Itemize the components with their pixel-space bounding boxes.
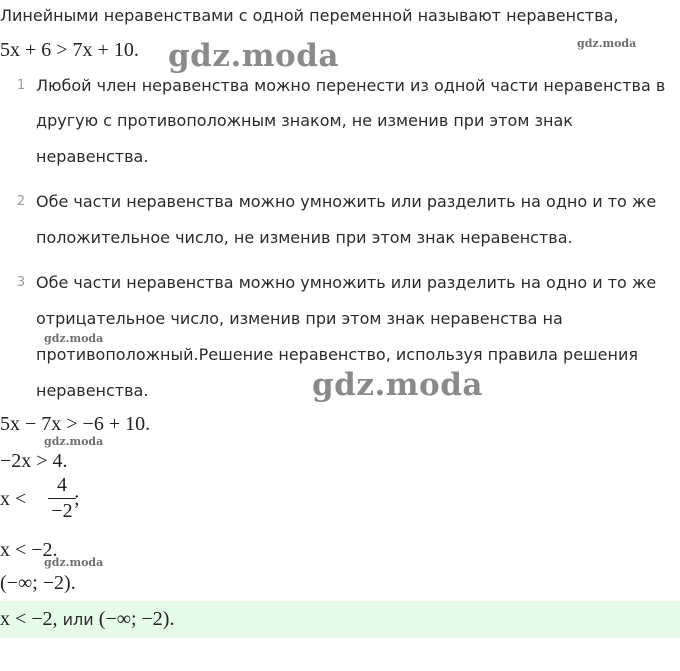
rule-line: Обе части неравенства можно умножить или разделить на одно и то же bbox=[36, 192, 657, 211]
rule-number: 1 bbox=[16, 78, 26, 93]
rule-line: Обе части неравенства можно умножить или разделить на одно и то же bbox=[36, 273, 657, 292]
answer-connector: или bbox=[57, 610, 99, 629]
answer-inequality: x < −2, bbox=[0, 608, 58, 630]
fraction-denominator: −2 bbox=[51, 500, 73, 522]
solution-step: −2x > 4. bbox=[0, 450, 68, 472]
rule-number: 2 bbox=[16, 194, 26, 209]
fraction bbox=[48, 474, 76, 524]
rule-line: положительное число, не изменив при этом знак неравенства. bbox=[36, 228, 573, 247]
fraction-numerator: 4 bbox=[57, 474, 67, 496]
solution-step-lhs: x < bbox=[0, 488, 27, 510]
rule-line: отрицательное число, изменив при этом знак неравенства на bbox=[36, 309, 563, 328]
fraction-bar bbox=[48, 498, 76, 499]
watermark-logo: gdz.moda bbox=[312, 367, 483, 403]
rule-line: неравенства. bbox=[36, 381, 149, 400]
rule-line: неравенства. bbox=[36, 147, 149, 166]
watermark-logo-small: gdz.moda bbox=[44, 556, 104, 569]
watermark-logo-small: gdz.moda bbox=[577, 37, 637, 50]
solution-step: x < −2. bbox=[0, 539, 58, 561]
answer-box bbox=[0, 601, 680, 638]
intro-text: Линейными неравенствами с одной переменной называют неравенства, bbox=[0, 6, 619, 25]
rule-number: 3 bbox=[16, 275, 26, 290]
rule-line: противоположный.Решение неравенство, используя правила решения bbox=[36, 345, 638, 364]
watermark-logo-small: gdz.moda bbox=[44, 332, 104, 345]
rule-line: другую с противоположным знаком, не изменив при этом знак bbox=[36, 111, 573, 130]
answer-interval: (−∞; −2). bbox=[98, 608, 175, 630]
watermark-logo: gdz.moda bbox=[168, 38, 339, 74]
rule-line: Любой член неравенства можно перенести из одной части неравенства в bbox=[36, 76, 666, 95]
watermark-logo-small: gdz.moda bbox=[44, 435, 104, 448]
solution-step-suffix: ; bbox=[74, 488, 80, 510]
answer-line bbox=[0, 607, 174, 631]
example-inequality: 5x + 6 > 7x + 10. bbox=[0, 39, 139, 61]
solution-step: (−∞; −2). bbox=[0, 572, 76, 594]
solution-step: 5x − 7x > −6 + 10. bbox=[0, 413, 151, 435]
